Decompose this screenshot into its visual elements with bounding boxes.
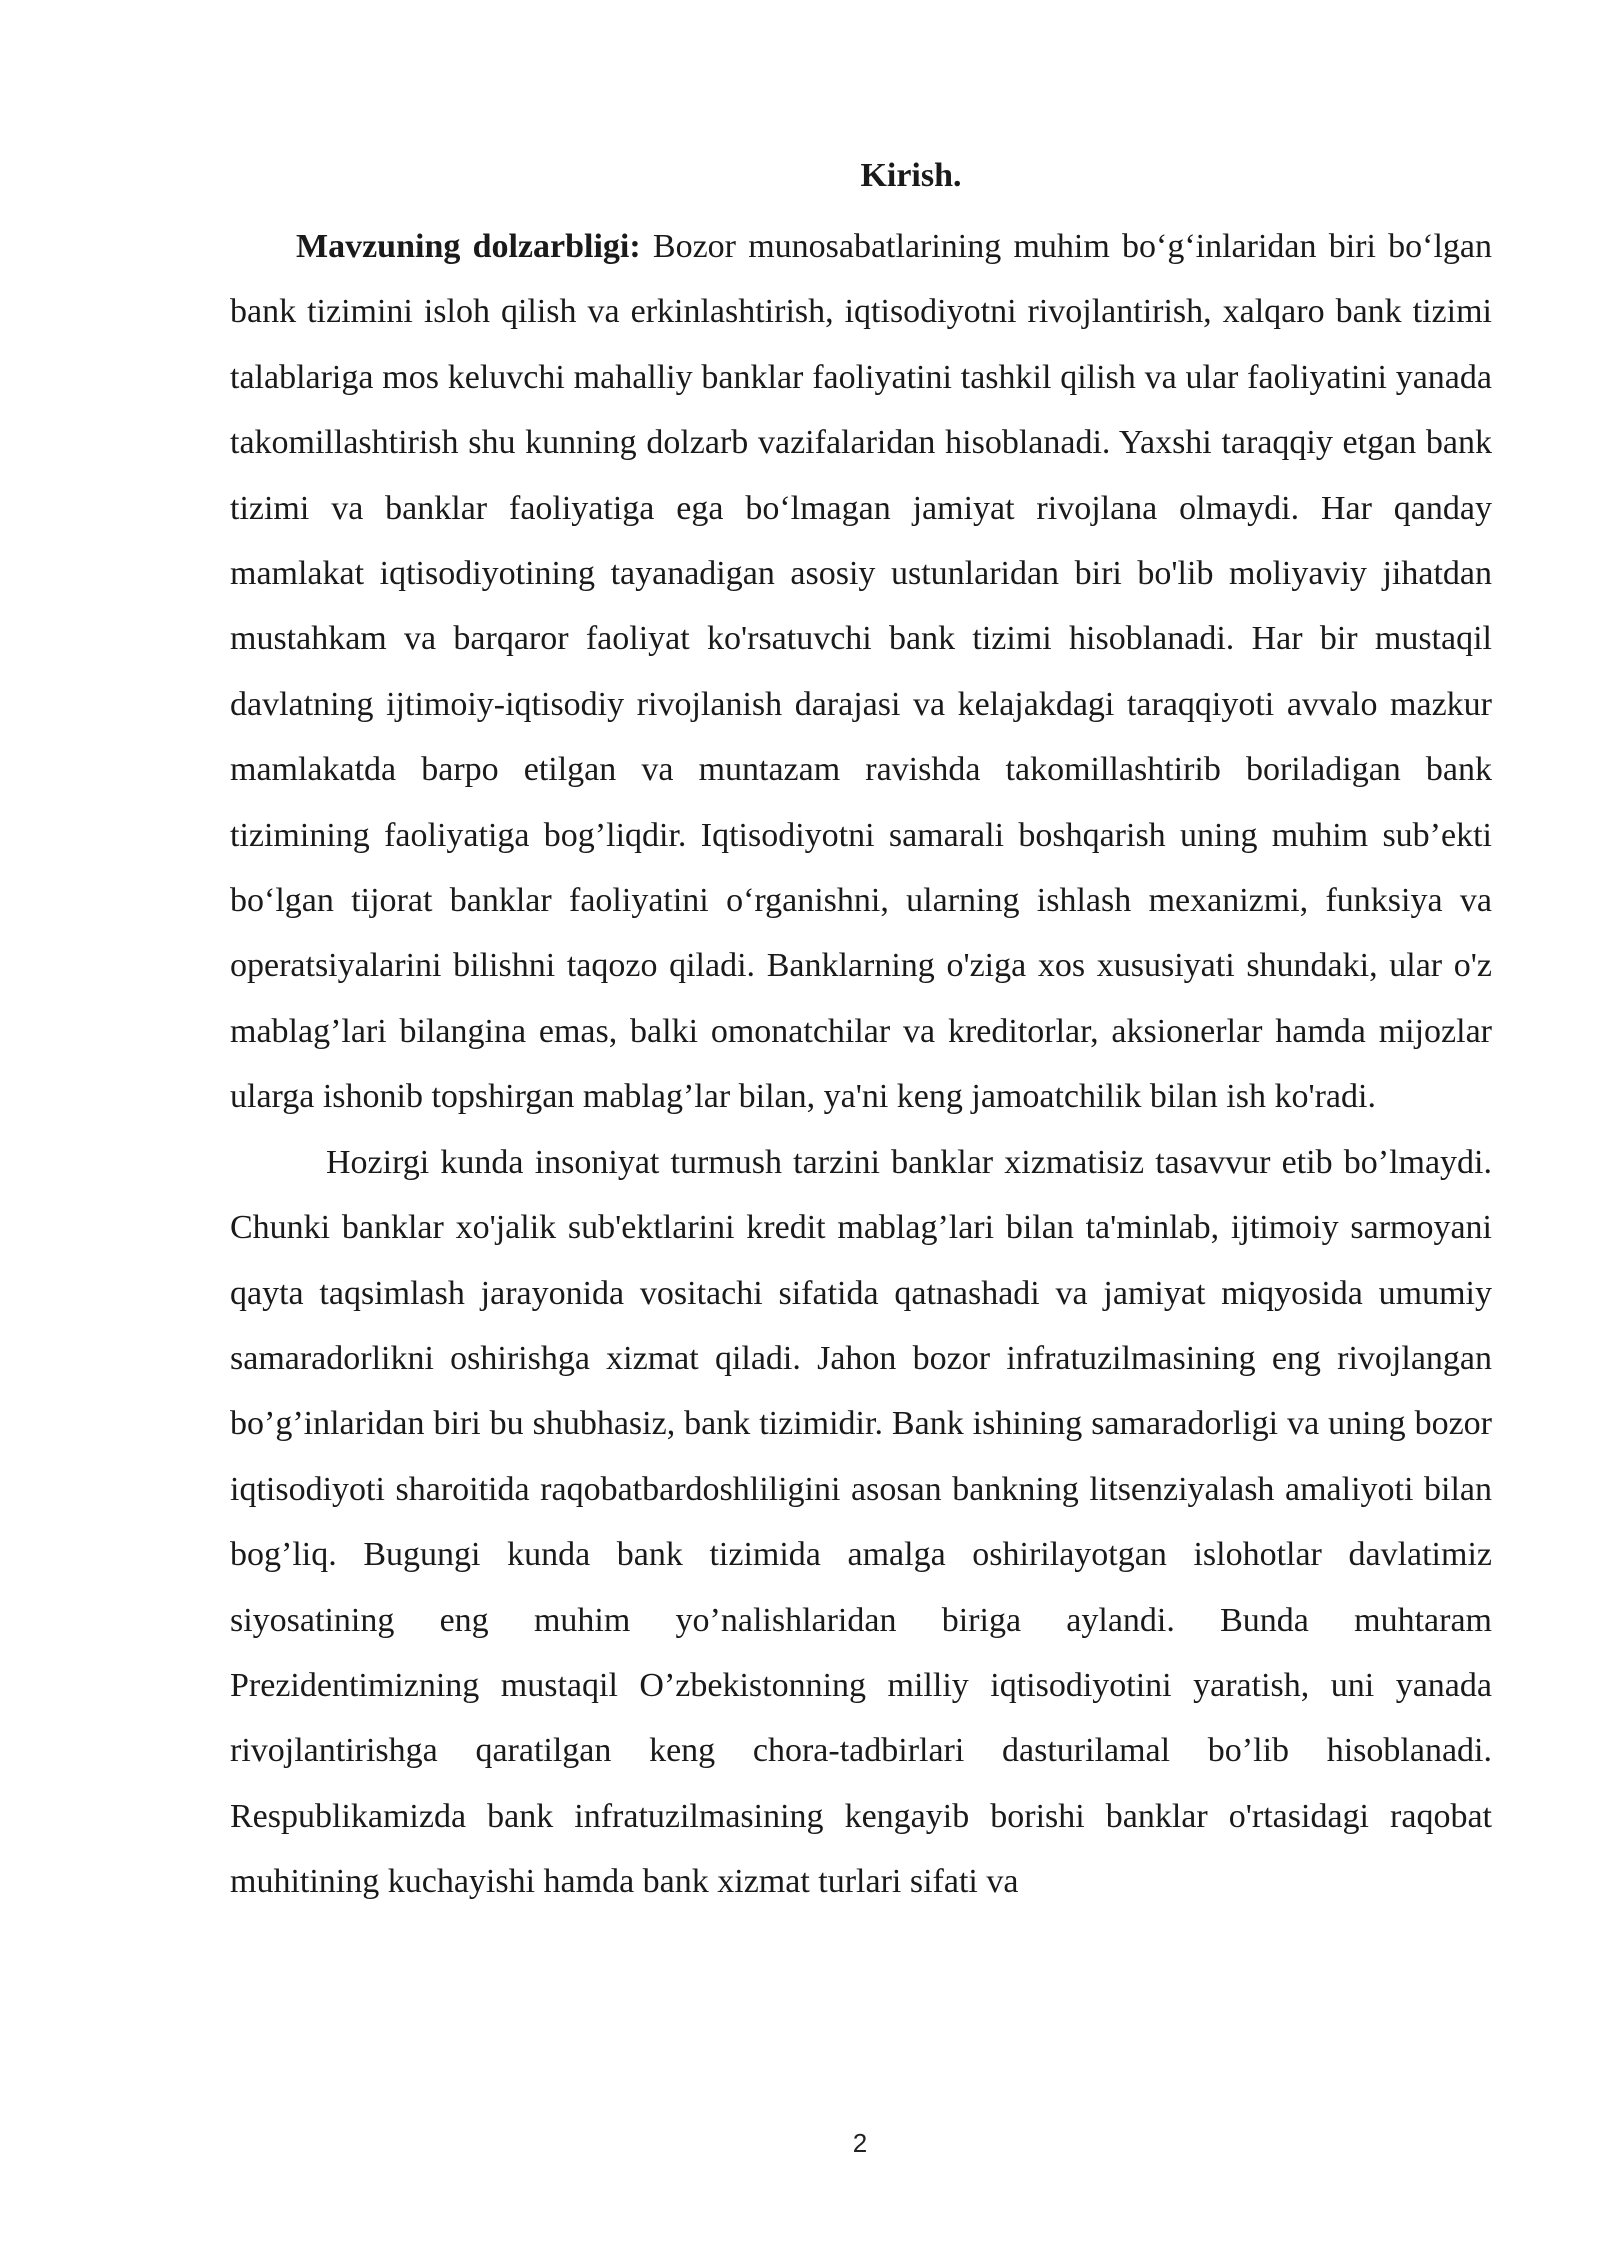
page-number: 2 xyxy=(852,2128,868,2158)
paragraph-banking-services: Hozirgi kunda insoniyat turmush tarzini banklar xizmatisiz tasavvur etib bo’lmaydi. Chunki banklar xo'jalik sub'ektlarini kredit mablag’lari bilan ta'minlab, ijtimoiy sarmoyani qayta taqsimlash jarayonida vositachi sifatida qatnashadi va jamiyat miqyosida umumiy samaradorlikni oshirishga xizmat qiladi. Jahon bozor infratuzilmasining eng rivojlangan bo’g’inlaridan biri bu shubhasiz, bank tizimidir. Bank ishining samaradorligi va uning bozor iqtisodiyoti sharoitida raqobatbardoshliligini asosan bankning litsenziyalash amaliyoti bilan bog’liq. Bugungi kunda bank tizimida amalga oshirilayotgan islohotlar davlatimiz siyosatining eng muhim yo’nalishlaridan biriga aylandi. Bunda muhtaram Prezidentimizning mustaqil O’zbekistonning milliy iqtisodiyotini yaratish, uni yanada rivojlantirishga qaratilgan keng chora-tadbirlari dasturilamal bo’lib hisoblanadi. Respublikamizda bank infratuzilmasining kengayib borishi banklar o'rtasidagi raqobat muhitining kuchayishi hamda bank xizmat turlari sifati va xyxy=(230,1143,1492,1901)
section-title: Kirish. xyxy=(860,157,962,194)
page-content xyxy=(230,150,1492,1915)
paragraph-lead: Mavzuning dolzarbligi: xyxy=(296,228,641,265)
paragraph-relevance xyxy=(230,214,1492,1130)
paragraph-relevance-text: Bozor munosabatlarining muhim bo‘g‘inlaridan biri bo‘lgan bank tizimini isloh qilish va erkinlashtirish, iqtisodiyotni rivojlantirish, xalqaro bank tizimi talablariga mos keluvchi mahalliy banklar faoliyatini tashkil qilish va ular faoliyatini yanada takomillashtirish shu kunning dolzarb vazifalaridan hisoblanadi. Yaxshi taraqqiy etgan bank tizimi va banklar faoliyatiga ega bo‘lmagan jamiyat rivojlana olmaydi. Har qanday mamlakat iqtisodiyotining tayanadigan asosiy ustunlaridan biri bo'lib moliyaviy jihatdan mustahkam va barqaror faoliyat ko'rsatuvchi bank tizimi hisoblanadi. Har bir mustaqil davlatning ijtimoiy-iqtisodiy rivojlanish darajasi va kelajakdagi taraqqiyoti avvalo mazkur mamlakatda barpo etilgan va muntazam ravishda takomillashtirib boriladigan bank tizimining faoliyatiga bog’liqdir. Iqtisodiyotni samarali boshqarish uning muhim sub’ekti bo‘lgan tijorat banklar faoliyatini o‘rganishni, ularning ishlash mexanizmi, funksiya va operatsiyalarini bilishni taqozo qiladi. Banklarning o'ziga xos xususiyati shundaki, ular o'z mablag’lari bilangina emas, balki omonatchilar va kreditorlar, aksionerlar hamda mijozlar ularga ishonib topshirgan mablag’lar bilan, ya'ni keng jamoatchilik bilan ish ko'radi. xyxy=(230,228,1492,1116)
